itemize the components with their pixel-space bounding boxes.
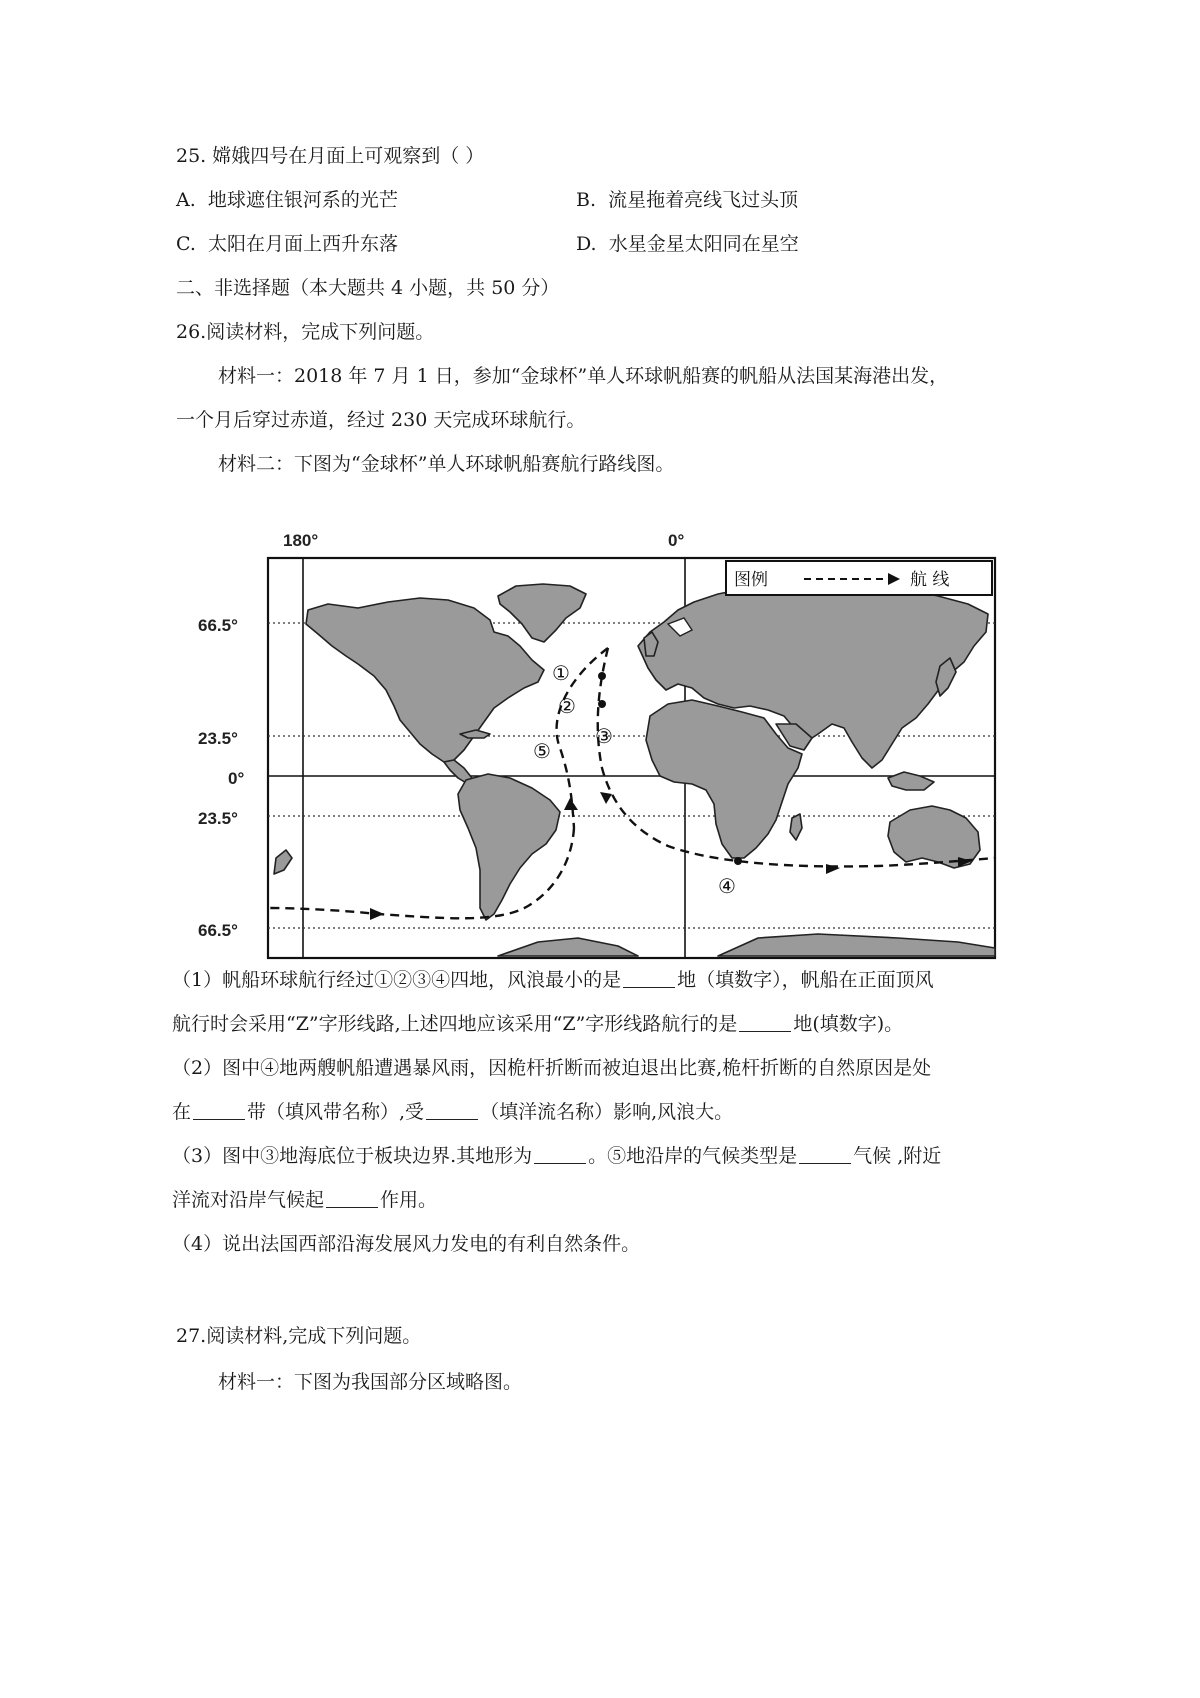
answer-blank (326, 1189, 378, 1208)
sub2-text: （填洋流名称）影响,风浪大。 (480, 1101, 734, 1123)
q25-stem: 25. 嫦娥四号在月面上可观察到（ ） (176, 145, 485, 167)
q26-sub1-line1 (172, 968, 934, 992)
answer-blank (426, 1101, 478, 1120)
q25-option-d (576, 232, 799, 256)
legend-route-label: 航 线 (910, 570, 950, 590)
q25-option-a (176, 188, 398, 212)
sub1-text: （1）帆船环球航行经过①②③④四地，风浪最小的是 (172, 969, 622, 991)
lat-label-0: 0° (228, 769, 245, 788)
option-text: 流星拖着亮线飞过头顶 (608, 189, 799, 211)
route-point (598, 672, 606, 680)
lat-label-23n: 23.5° (198, 729, 238, 748)
sub3-text: （3）图中③地海底位于板块边界.其地形为 (172, 1145, 533, 1167)
route-point (598, 700, 606, 708)
q26-material1-line2: 一个月后穿过赤道，经过 230 天完成环球航行。 (176, 409, 586, 431)
option-text: 太阳在月面上西升东落 (208, 233, 399, 255)
sub3-text: 作用。 (380, 1189, 438, 1211)
route-point (734, 857, 742, 865)
marker-4: ④ (718, 874, 736, 898)
sub1-text: 地(填数字)。 (793, 1013, 904, 1035)
q26-sub1-line2 (172, 1012, 903, 1036)
lat-label-66n: 66.5° (198, 616, 238, 635)
legend-title: 图例 (734, 570, 768, 590)
sub1-text: 航行时会采用“Z”字形线路,上述四地应该采用“Z”字形线路航行的是 (172, 1013, 738, 1035)
q25-option-c (176, 232, 398, 256)
sub3-text: 。⑤地沿岸的气候类型是 (588, 1145, 798, 1167)
sub1-text: 地（填数字），帆船在正面顶风 (677, 969, 934, 991)
section-title: 二、非选择题（本大题共 4 小题，共 50 分） (176, 277, 560, 299)
marker-3: ③ (595, 724, 613, 748)
q27-stem: 27.阅读材料,完成下列问题。 (176, 1325, 422, 1347)
map-legend (726, 561, 992, 595)
marker-2: ② (558, 694, 576, 718)
q26-sub3-line2 (172, 1188, 437, 1212)
option-label: A. (176, 189, 196, 211)
q26-material1-line1: 材料一：2018 年 7 月 1 日，参加“金球杯”单人环球帆船赛的帆船从法国某海港出发， (218, 365, 949, 387)
lat-label-23s: 23.5° (198, 809, 238, 828)
answer-blank (193, 1101, 245, 1120)
option-label: D. (576, 233, 597, 255)
q26-stem: 26.阅读材料，完成下列问题。 (176, 321, 435, 343)
option-text: 地球遮住银河系的光芒 (207, 189, 398, 211)
q26-material2: 材料二：下图为“金球杯”单人环球帆船赛航行路线图。 (218, 453, 675, 475)
q27-material1: 材料一：下图为我国部分区域略图。 (218, 1371, 523, 1393)
q26-sub4: （4）说出法国西部沿海发展风力发电的有利自然条件。 (172, 1233, 641, 1255)
q26-sub2-line1: （2）图中④地两艘帆船遭遇暴风雨，因桅杆折断而被迫退出比赛,桅杆折断的自然原因是处 (172, 1057, 932, 1079)
sub3-text: 气候 ,附近 (853, 1145, 942, 1167)
lat-label-66s: 66.5° (198, 921, 238, 940)
sub2-text: 带（填风带名称）,受 (247, 1101, 425, 1123)
answer-blank (534, 1145, 586, 1164)
lon-label-180: 180° (283, 531, 319, 550)
lon-label-0: 0° (668, 531, 685, 550)
sub2-text: 在 (172, 1101, 192, 1123)
q26-sub3-line1 (172, 1144, 941, 1168)
answer-blank (623, 969, 675, 988)
option-label: C. (176, 233, 196, 255)
option-label: B. (576, 189, 597, 211)
marker-5: ⑤ (533, 739, 551, 763)
answer-blank (799, 1145, 851, 1164)
option-text: 水星金星太阳同在星空 (608, 233, 799, 255)
marker-1: ① (552, 661, 570, 685)
answer-blank (739, 1013, 791, 1032)
sub3-text: 洋流对沿岸气候起 (172, 1189, 325, 1211)
sailing-route-map (198, 528, 1003, 963)
q26-sub2-line2 (172, 1100, 733, 1124)
q25-option-b (576, 188, 798, 212)
